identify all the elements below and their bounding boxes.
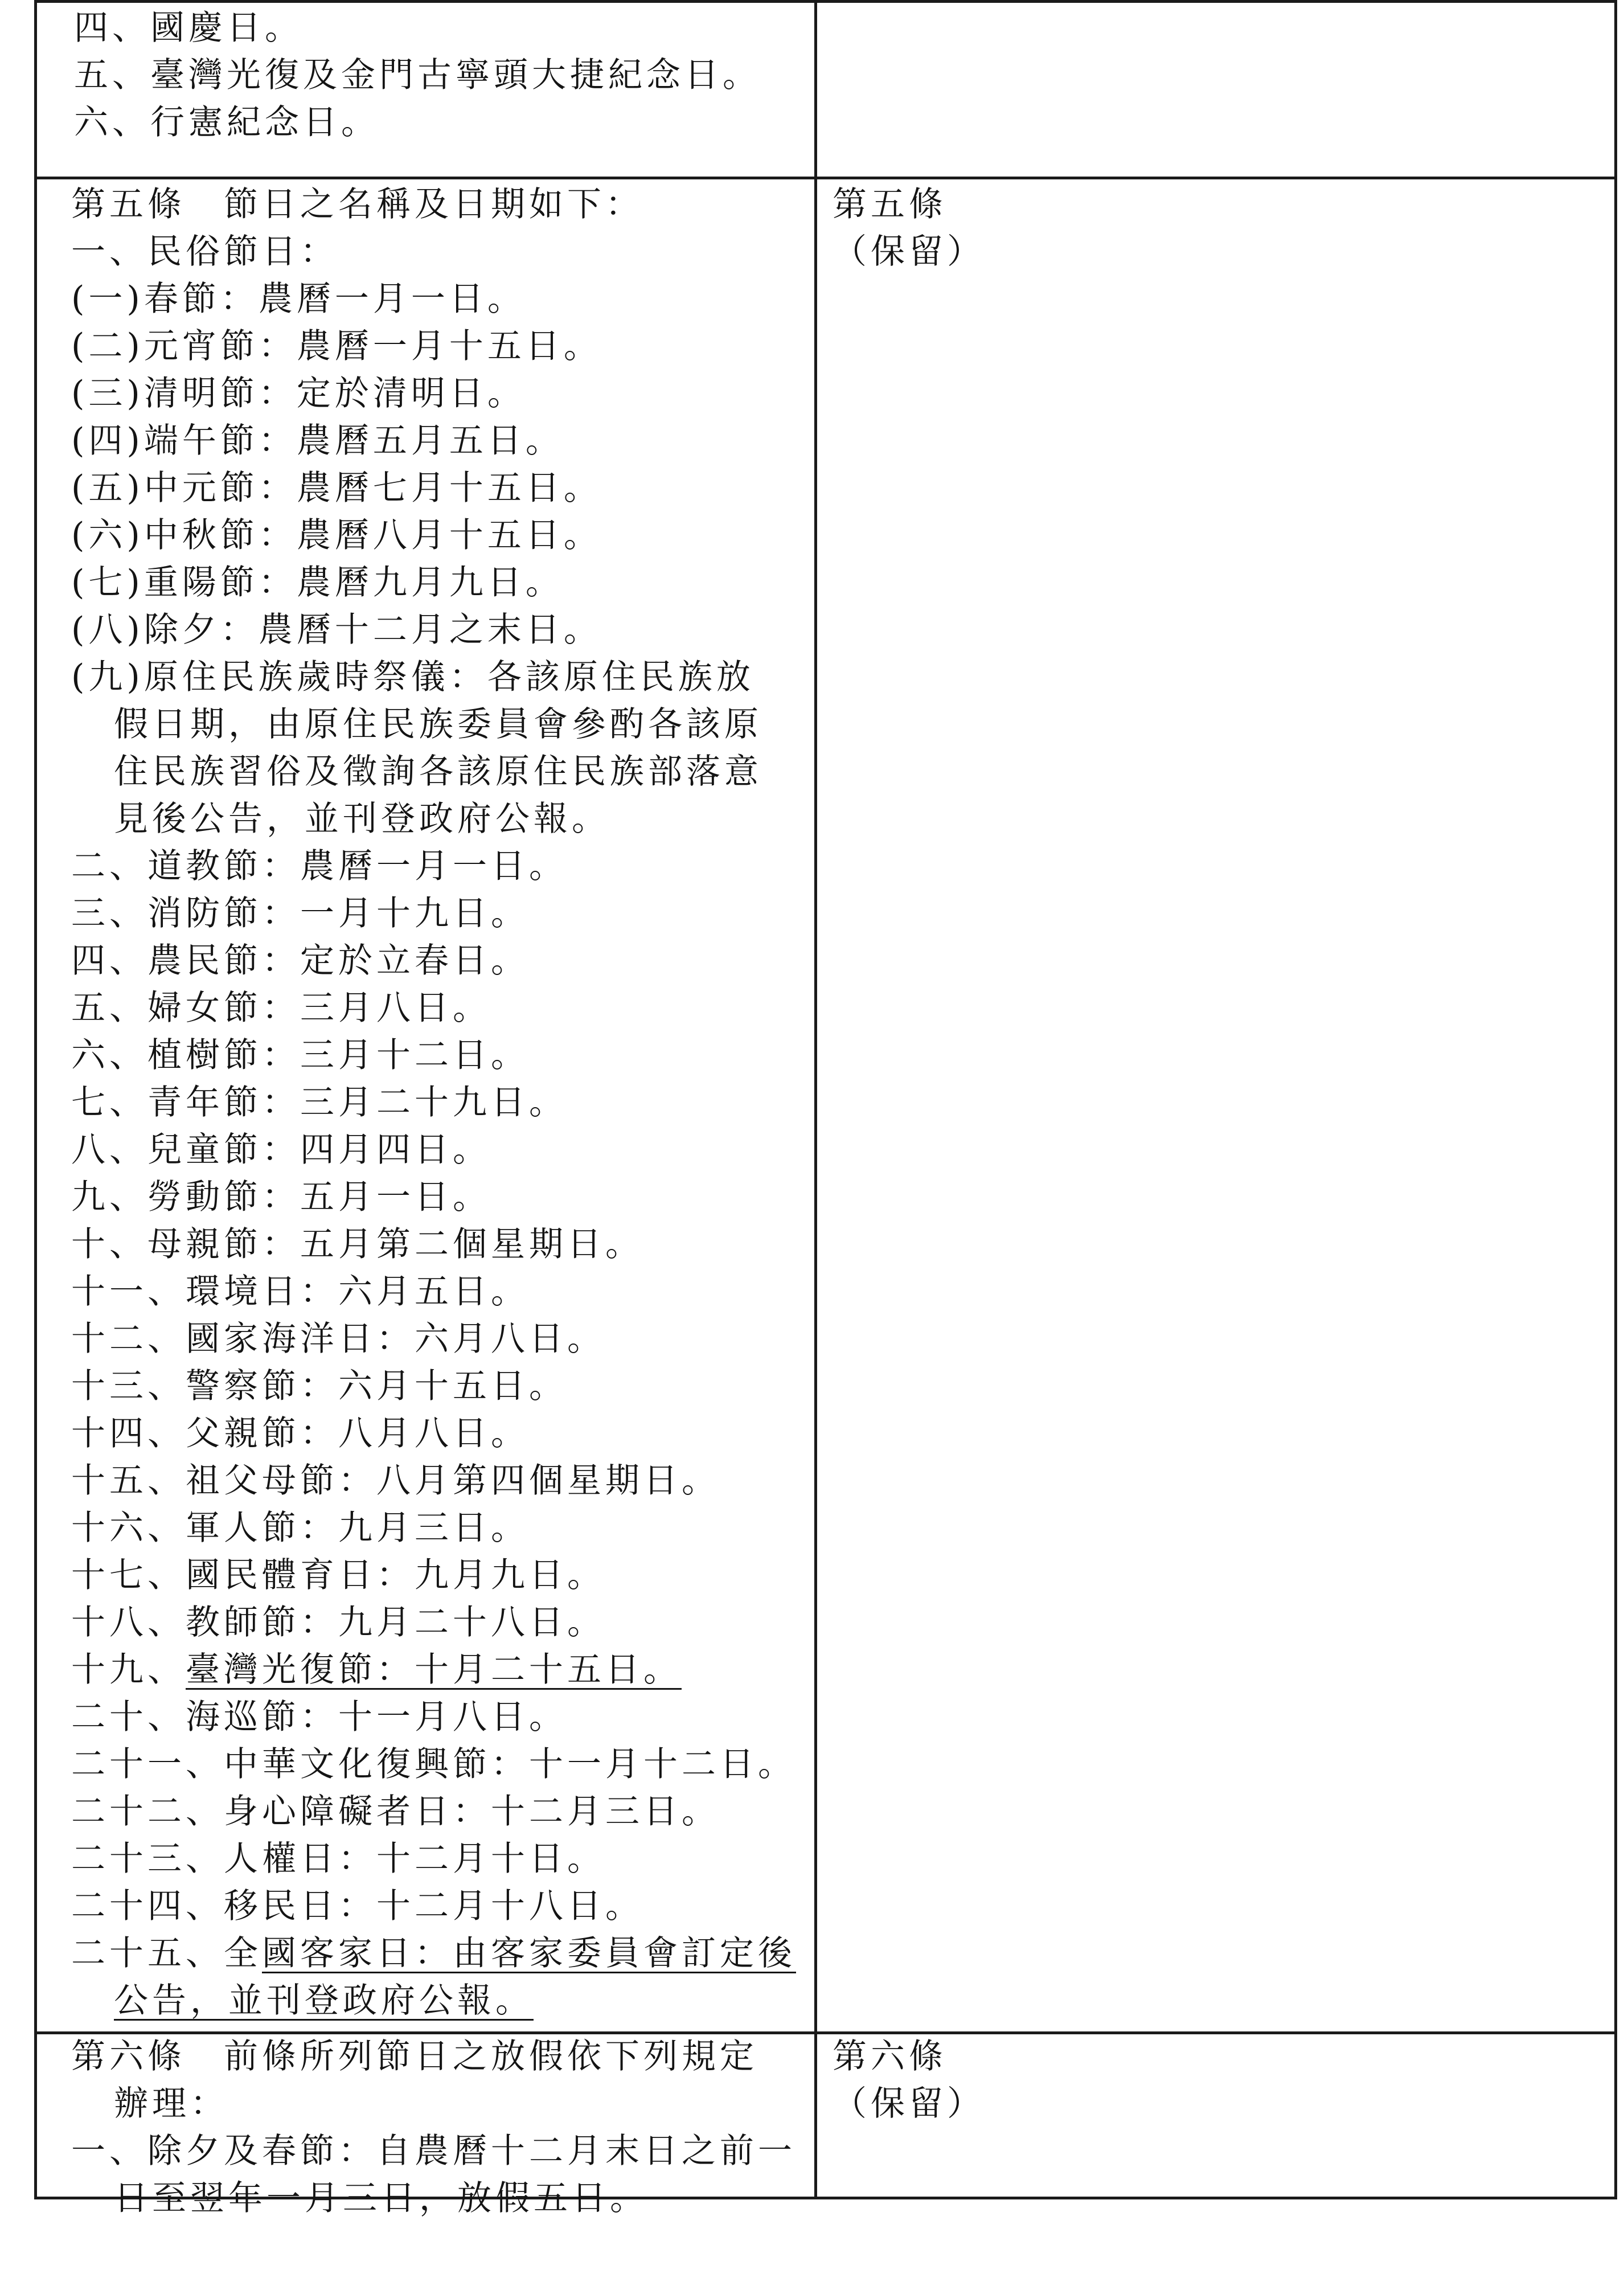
text-line: 九、勞動節：五月一日。 (71, 1177, 491, 1217)
text-line: 十八、教師節：九月二十八日。 (71, 1603, 605, 1642)
text-segment: 十九、 (71, 1650, 186, 1690)
row2-left-cell (71, 181, 811, 2025)
text-line: 二十二、身心障礙者日：十二月三日。 (71, 1792, 720, 1832)
text-line: 二、道教節：農曆一月一日。 (71, 846, 567, 886)
text-line: (六)中秋節：農曆八月十五日。 (71, 515, 602, 555)
table-column-divider (814, 0, 817, 2199)
text-line: 十一、環境日：六月五日。 (71, 1272, 529, 1312)
text-line: 見後公告，並刊登政府公報。 (114, 799, 610, 839)
row2-right-cell (820, 181, 1611, 276)
text-line: (一)春節：農曆一月一日。 (71, 279, 526, 319)
text-line: (七)重陽節：農曆九月九日。 (71, 563, 564, 603)
text-line: 一、民俗節日： (71, 232, 338, 272)
reserved-note: （保留） (832, 2084, 985, 2124)
text-line: 八、兒童節：四月四日。 (71, 1130, 491, 1170)
row3-left-cell (71, 2033, 811, 2222)
text-line: 十二、國家海洋日：六月八日。 (71, 1319, 605, 1359)
underlined-text: 臺灣光復節：十月二十五日。 (186, 1650, 682, 1690)
text-line: (二)元宵節：農曆一月十五日。 (71, 326, 602, 366)
article-heading: 第六條 前條所列節日之放假依下列規定 (71, 2037, 758, 2076)
text-line (71, 1977, 811, 2025)
text-line: 三、消防節：一月十九日。 (71, 894, 529, 933)
underlined-text: 公告，並刊登政府公報。 (114, 1981, 534, 2021)
text-line: 二十四、移民日：十二月十八日。 (71, 1886, 643, 1926)
text-line: 假日期，由原住民族委員會參酌各該原 (114, 704, 762, 744)
text-line: 十四、父親節：八月八日。 (71, 1414, 529, 1453)
text-line: 十七、國民體育日：九月九日。 (71, 1555, 605, 1595)
row3-right-cell (820, 2033, 1611, 2128)
article-heading: 第五條 節日之名稱及日期如下： (71, 185, 643, 224)
text-line: 六、行憲紀念日。 (74, 103, 379, 142)
text-line: 二十三、人權日：十二月十日。 (71, 1839, 605, 1879)
text-line: 日至翌年一月三日，放假五日。 (114, 2178, 648, 2218)
text-line: 辦理： (114, 2084, 228, 2124)
text-line: 十六、軍人節：九月三日。 (71, 1508, 529, 1548)
article-heading: 第六條 (832, 2037, 947, 2076)
text-line: 五、婦女節：三月八日。 (71, 988, 491, 1028)
text-line: 四、國慶日。 (74, 8, 303, 48)
text-line: (九)原住民族歲時祭儀：各該原住民族放 (71, 657, 754, 697)
text-line (71, 1646, 811, 1694)
text-line (71, 1930, 811, 1977)
article-heading: 第五條 (832, 185, 947, 224)
text-line: 二十、海巡節：十一月八日。 (71, 1697, 567, 1737)
text-line: 一、除夕及春節：自農曆十二月末日之前一 (71, 2131, 796, 2171)
reserved-note: （保留） (832, 232, 985, 272)
table-border-left (34, 0, 37, 2199)
text-line: 五、臺灣光復及金門古寧頭大捷紀念日。 (74, 55, 761, 95)
table-border-right (1614, 0, 1617, 2199)
text-line: (三)清明節：定於清明日。 (71, 374, 526, 413)
text-segment: 二十五、全 (71, 1933, 262, 1973)
text-line: (八)除夕：農曆十二月之末日。 (71, 610, 602, 650)
table-row-divider (34, 177, 1617, 179)
text-line: 十五、祖父母節：八月第四個星期日。 (71, 1461, 720, 1501)
text-line: 十、母親節：五月第二個星期日。 (71, 1224, 643, 1264)
underlined-text: 國客家日：由客家委員會訂定後 (262, 1933, 796, 1973)
text-line: 四、農民節：定於立春日。 (71, 941, 529, 981)
text-line: 住民族習俗及徵詢各該原住民族部落意 (114, 752, 762, 792)
text-line: 七、青年節：三月二十九日。 (71, 1083, 567, 1123)
text-line: 二十一、中華文化復興節：十一月十二日。 (71, 1744, 796, 1784)
text-line: 十三、警察節：六月十五日。 (71, 1366, 567, 1406)
text-line: 六、植樹節：三月十二日。 (71, 1035, 529, 1075)
table-border-top (34, 0, 1617, 3)
row1-left-cell (74, 5, 809, 146)
text-line: (五)中元節：農曆七月十五日。 (71, 468, 602, 508)
text-line: (四)端午節：農曆五月五日。 (71, 421, 564, 461)
